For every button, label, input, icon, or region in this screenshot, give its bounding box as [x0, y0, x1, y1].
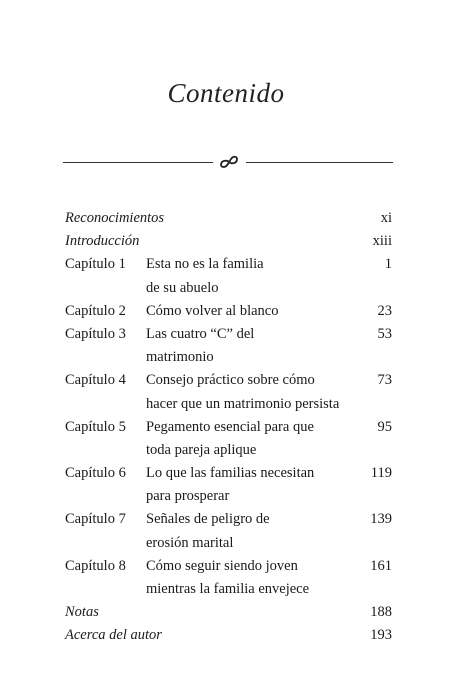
toc-label: Capítulo 1 — [65, 256, 126, 273]
toc-label: Capítulo 3 — [65, 325, 126, 342]
toc-chapter-title: Pegamento esencial para que — [146, 418, 314, 435]
toc-entry-continuation — [65, 578, 392, 601]
toc-page-number: 1 — [384, 256, 392, 273]
toc-entry — [65, 416, 392, 439]
toc-chapter-title: erosión marital — [146, 534, 234, 551]
toc-chapter-title: Cómo seguir siendo joven — [146, 557, 298, 574]
toc-label: Reconocimientos — [65, 210, 165, 226]
toc-label: Capítulo 6 — [65, 465, 126, 482]
toc-label: Capítulo 8 — [65, 557, 126, 574]
toc-chapter-title: Consejo práctico sobre cómo — [146, 372, 315, 389]
toc-label: Capítulo 5 — [65, 418, 126, 435]
page-title: Contenido — [167, 78, 285, 108]
toc-label: Capítulo 2 — [65, 302, 126, 319]
toc-chapter-title: hacer que un matrimonio persista — [146, 395, 340, 412]
toc-page-number: 193 — [370, 627, 392, 644]
toc-label: Capítulo 7 — [65, 511, 126, 528]
toc-page-number: 95 — [377, 418, 392, 435]
toc-page-number: xi — [380, 210, 392, 226]
toc-entry-continuation — [65, 277, 392, 300]
toc-entry — [65, 207, 392, 230]
toc-chapter-title: Cómo volver al blanco — [146, 302, 279, 319]
toc-entry — [65, 508, 392, 531]
toc-entry — [65, 601, 392, 624]
toc-entry — [65, 253, 392, 276]
toc-label: Introducción — [65, 233, 140, 250]
toc-entry — [65, 369, 392, 392]
divider-rule-right — [246, 162, 393, 163]
toc-label: Capítulo 4 — [65, 372, 126, 389]
toc-chapter-title: para prosperar — [146, 488, 230, 505]
toc-entry — [65, 624, 392, 647]
table-of-contents — [65, 207, 392, 648]
toc-page-number: 161 — [370, 557, 392, 574]
infinity-knot-icon — [217, 154, 241, 170]
toc-chapter-title: Esta no es la familia — [146, 256, 264, 273]
divider-rule-left — [63, 162, 213, 163]
toc-entry-continuation — [65, 439, 392, 462]
toc-entry-continuation — [65, 346, 392, 369]
toc-entry-continuation — [65, 485, 392, 508]
toc-chapter-title: toda pareja aplique — [146, 441, 257, 458]
toc-page-number: xiii — [372, 233, 392, 250]
toc-label: Notas — [65, 604, 99, 621]
toc-page-number: 53 — [377, 325, 392, 342]
toc-page-number: 119 — [370, 465, 392, 482]
toc-chapter-title: Lo que las familias necesitan — [146, 465, 315, 482]
toc-entry-continuation — [65, 532, 392, 555]
toc-chapter-title: de su abuelo — [146, 279, 219, 296]
toc-chapter-title: Las cuatro “C” del — [146, 325, 255, 342]
toc-entry — [65, 323, 392, 346]
toc-chapter-title: Señales de peligro de — [146, 511, 270, 528]
toc-entry-continuation — [65, 393, 392, 416]
toc-page-number: 139 — [370, 511, 392, 528]
toc-page-number: 188 — [370, 604, 392, 621]
toc-entry — [65, 555, 392, 578]
ornamental-divider — [63, 157, 393, 169]
toc-chapter-title: mientras la familia envejece — [146, 581, 310, 597]
toc-entry — [65, 300, 392, 323]
toc-entry — [65, 462, 392, 485]
toc-page-number: 23 — [377, 302, 392, 319]
toc-page-number: 73 — [377, 372, 392, 389]
toc-chapter-title: matrimonio — [146, 349, 214, 366]
toc-label: Acerca del autor — [65, 627, 162, 644]
toc-entry — [65, 230, 392, 253]
